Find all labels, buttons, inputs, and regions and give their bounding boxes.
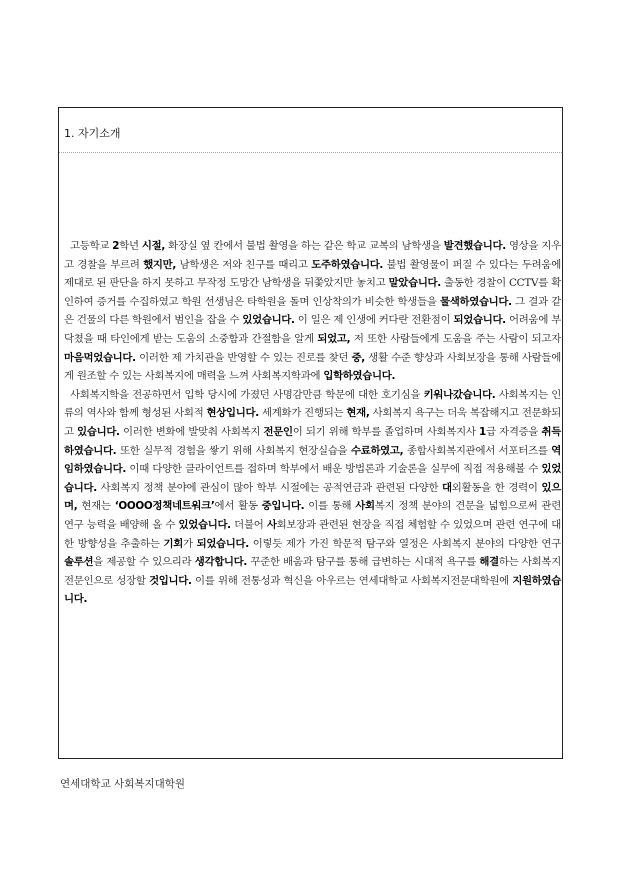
paragraph-text: 하는 사회복지 전문인으로 성장할 (64, 556, 561, 587)
paragraph-text: 에서 활동 (214, 500, 262, 513)
paragraph-text: 복지 정책 분야의 견문을 넓힘으로써 관련 연구 능력을 배양해 올 수 (64, 500, 561, 531)
paragraph-text: 회보장과 관련된 현장을 직접 체험할 수 있었으며 관련 연구에 대한 방향성을 추출하는 (64, 518, 561, 550)
emphasized-text: 되었습니다. (453, 314, 506, 327)
paragraph-text: 이러한 변화에 발맞춰 사회복지 (119, 425, 264, 438)
section-title: 1. 자기소개 (64, 127, 121, 140)
essay-paragraph (64, 237, 561, 386)
paragraph-text: 또한 실무적 경험을 쌓기 위해 사회복지 현장실습을 (116, 444, 351, 457)
emphasized-text: 말았습니다. (388, 277, 441, 290)
emphasized-text: 중, (351, 351, 365, 364)
emphasized-text: 있었습니다. (178, 518, 231, 531)
emphasized-text: 역임하였습니다. (64, 444, 561, 476)
essay-form-box (58, 107, 563, 759)
paragraph-text: 불법 촬영물이 퍼질 수 있다는 두려움에 제대로 된 판단을 하지 못하고 무작정 도망간 남학생을 뒤쫓았지만 놓치고 (64, 258, 561, 290)
paragraph-text: 영상을 지우고 경찰을 부르려 (64, 240, 561, 271)
emphasized-text: 대 (442, 481, 452, 494)
paragraph-text: 사회복지 정책 분야에 관심이 많아 학부 시절에는 공적연금과 관련된 다양한 (96, 481, 443, 494)
emphasized-text: 있었습니다. (64, 463, 561, 494)
emphasized-text: 발견했습니다. (443, 240, 506, 252)
emphasized-text: ‘OOOO정책네트워크’ (114, 500, 215, 513)
paragraph-text: 화장실 옆 칸에서 불법 촬영을 하는 같은 학교 교복의 남학생을 (165, 240, 444, 252)
emphasized-text: 지원하였습니다. (64, 574, 561, 606)
paragraph-text: 종합사회복지관에서 서포터즈를 (403, 444, 552, 457)
paragraph-text: 이 일은 제 인생에 커다란 전환점이 (294, 314, 454, 327)
paragraph-text: 꾸준한 배움과 탐구를 통해 급변하는 시대적 욕구를 (247, 556, 480, 569)
emphasized-text: 생각합니다. (194, 556, 248, 569)
paragraph-text: 학년 (119, 240, 142, 252)
emphasized-text: 솔루션 (64, 556, 94, 569)
emphasized-text: 해결 (479, 556, 499, 569)
emphasized-text: 사회 (355, 500, 375, 513)
paragraph-text: 이 되기 위해 학부를 졸업하며 사회복지사 (292, 425, 480, 438)
section-divider (59, 152, 562, 153)
paragraph-text: 급 자격증을 (485, 425, 542, 438)
paragraph-text: 그 결과 같은 건물의 다른 학원에서 범인을 잡을 수 (64, 295, 561, 327)
paragraph-text: 이를 위해 전통성과 혁신을 아우르는 연세대학교 사회복지전문대학원에 (191, 574, 513, 587)
emphasized-text: 수료하였고, (350, 444, 404, 457)
emphasized-text: 1 (479, 425, 486, 438)
paragraph-text: 고등학교 (70, 240, 113, 252)
paragraph-text: 이를 통해 (304, 500, 356, 513)
emphasized-text: 했지만, (143, 258, 177, 271)
emphasized-text: 있었습니다. (242, 314, 295, 327)
paragraph-text: 사회복지는 인류의 역사와 함께 형성된 사회적 (64, 388, 561, 420)
paragraph-text: 출동한 경찰이 CCTV를 확인하여 증거를 수집하였고 학원 선생님은 타학원을 돌며 인상착의가 비슷한 학생들을 (64, 277, 561, 308)
footer-institution: 연세대학교 사회복지대학원 (60, 778, 186, 790)
paragraph-text: 저 또한 사람들에게 도움을 주는 사람이 되고자 (350, 332, 562, 345)
emphasized-text: 전문인 (263, 425, 293, 438)
emphasized-text: 되었습니다. (196, 537, 249, 550)
emphasized-text: 것입니다. (149, 574, 192, 587)
paragraph-text: 현재는 (77, 500, 115, 513)
paragraph-text: 생활 수준 향상과 사회보장을 통해 사람들에게 원조할 수 있는 사회복지에 매력을 느껴 사회복지학과에 (64, 351, 561, 383)
essay-paragraph (64, 386, 561, 609)
emphasized-text: 취득하였습니다. (64, 425, 562, 457)
paragraph-text: 세계화가 진행되는 (258, 407, 347, 420)
paragraph-text: 을 제공할 수 있으리라 (93, 556, 195, 569)
emphasized-text: 되었고, (317, 332, 351, 345)
paragraph-text: 어려움에 부닥쳤을 때 타인에게 받는 도움의 소중함과 간절함을 알게 (64, 314, 561, 345)
paragraph-text: 외활동을 한 경력이 (451, 481, 542, 494)
emphasized-text: 있습니다. (77, 425, 120, 438)
emphasized-text: 물색하였습니다. (440, 295, 512, 308)
emphasized-text: 2 (112, 240, 120, 252)
paragraph-text: 더불어 (230, 518, 267, 531)
emphasized-text: 도주하였습니다. (311, 258, 384, 271)
emphasized-text: 시절, (141, 240, 165, 252)
paragraph-text: 가 (182, 537, 197, 550)
emphasized-text: 기회 (163, 537, 183, 550)
paragraph-text: 남학생은 저와 친구를 때리고 (176, 258, 312, 271)
paragraph-text: 사회복지학을 전공하면서 입학 당시에 가졌던 사명감만큼 학문에 대한 호기심을 (70, 388, 424, 401)
emphasized-text: 현상입니다. (206, 407, 259, 420)
paragraph-text: 이러한 제 가치관을 반영할 수 있는 진로를 찾던 (135, 351, 352, 364)
emphasized-text: 현재, (346, 407, 370, 420)
emphasized-text: 키워나갔습니다. (423, 388, 496, 401)
paragraph-text: 이때 다양한 클라이언트를 접하며 학부에서 배운 방법론과 기술론을 실무에 직접 적용해볼 수 (126, 463, 542, 476)
emphasized-text: 있으며, (64, 481, 561, 513)
essay-body (64, 237, 561, 609)
emphasized-text: 중입니다. (261, 500, 305, 513)
paragraph-text: 사회복지 욕구는 더욱 복잡해지고 전문화되고 (64, 407, 561, 438)
paragraph-text: 이렇듯 제가 가진 학문적 탐구와 열정은 사회복지 분야의 다양한 연구 (248, 537, 561, 550)
emphasized-text: 사 (266, 518, 277, 531)
emphasized-text: 마음먹었습니다. (64, 351, 136, 364)
emphasized-text: 입학하였습니다. (323, 370, 396, 383)
